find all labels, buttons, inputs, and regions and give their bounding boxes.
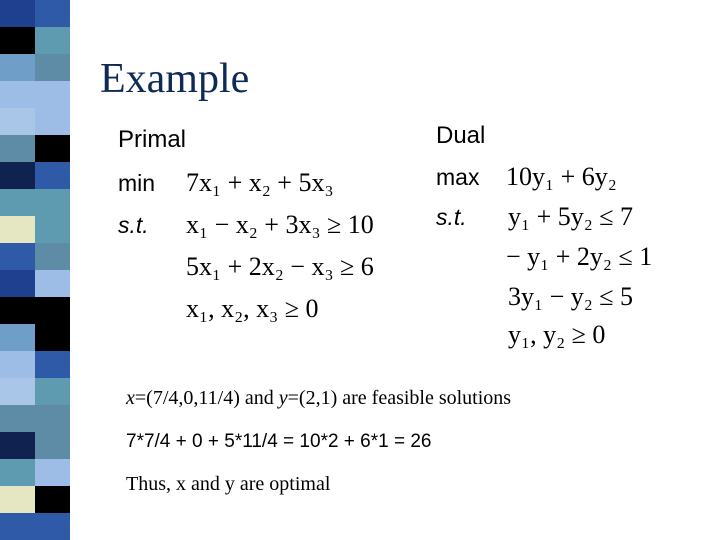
stripe-tile [0,243,35,270]
stripe-tile [0,135,35,162]
stripe-tile [0,162,35,189]
stripe-tile [35,108,70,135]
stripe-tile [35,432,70,459]
dual-nonnegativity: y₁, y₂ ≥ 0 [508,320,606,349]
feasible-x-value: =(7/4,0,11/4) and [134,387,279,409]
stripe-tile [35,297,70,324]
stripe-tile [35,378,70,405]
stripe-tile [35,513,70,540]
stripe-tile [35,459,70,486]
stripe-tile [35,54,70,81]
feasible-x-var: x [126,387,135,409]
stripe-tile [35,486,70,513]
stripe-tile [35,405,70,432]
stripe-tile [35,243,70,270]
stripe-tile [0,351,35,378]
stripe-tile [0,513,35,540]
stripe-tile [35,324,70,351]
feasibility-statement [126,388,511,408]
stripe-tile [0,0,35,27]
slide-title: Example [100,56,250,102]
dual-constraint-3: 3y₁ − y₂ ≤ 5 [508,282,634,311]
primal-constraint-1: x₁ − x₂ + 3x₃ ≥ 10 [186,210,374,239]
stripe-tile [35,0,70,27]
stripe-tile [35,189,70,216]
stripe-tile [35,135,70,162]
feasible-y-value: =(2,1) are feasible solutions [287,387,512,409]
primal-heading: Primal [118,126,187,153]
dual-constraint-1: y₁ + 5y₂ ≤ 7 [508,202,634,231]
stripe-tile [0,54,35,81]
stripe-tile [35,351,70,378]
stripe-tile [0,486,35,513]
stripe-tile [35,162,70,189]
stripe-tile [0,378,35,405]
primal-st-keyword: s.t. [118,212,149,238]
stripe-tile [0,324,35,351]
dual-st-keyword: s.t. [436,204,467,230]
dual-objective-keyword: max [436,164,480,190]
stripe-tile [0,189,35,216]
stripe-tile [0,216,35,243]
stripe-tile [0,405,35,432]
stripe-tile [35,81,70,108]
stripe-tile [35,27,70,54]
feasible-y-var: y [278,387,288,409]
stripe-tile [0,27,35,54]
dual-constraint-2: − y₁ + 2y₂ ≤ 1 [506,242,653,271]
stripe-tile [35,216,70,243]
primal-constraint-2: 5x₁ + 2x₂ − x₃ ≥ 6 [186,252,374,281]
stripe-tile [0,297,35,324]
primal-nonnegativity: x₁, x₂, x₃ ≥ 0 [186,294,319,323]
primal-objective: 7x₁ + x₂ + 5x₃ [186,168,334,197]
stripe-tile [0,432,35,459]
dual-objective: 10y₁ + 6y₂ [506,162,617,191]
decorative-stripe [0,0,70,540]
dual-heading: Dual [436,122,486,149]
primal-objective-keyword: min [118,170,156,196]
stripe-tile [0,459,35,486]
stripe-tile [0,270,35,297]
stripe-tile [35,270,70,297]
stripe-tile [0,108,35,135]
optimality-conclusion: Thus, x and y are optimal [126,473,331,495]
objective-equality: 7*7/4 + 0 + 5*11/4 = 10*2 + 6*1 = 26 [126,431,432,452]
stripe-tile [0,81,35,108]
